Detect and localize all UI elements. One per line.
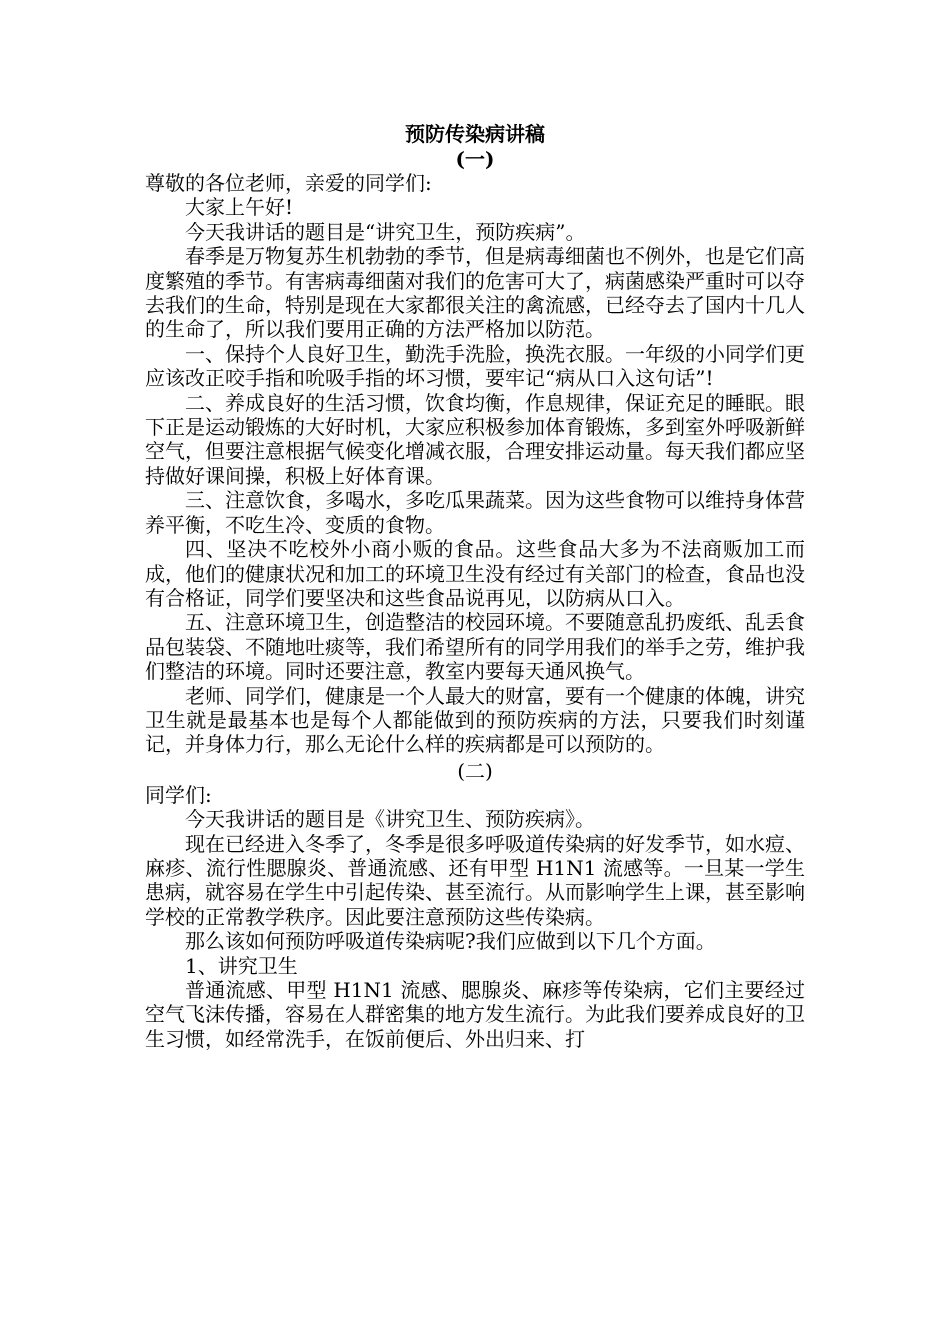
paragraph: 四、坚决不吃校外小商小贩的食品。这些食品大多为不法商贩加工而成，他们的健康状况和加工的环境卫生没有经过有关部门的检查，食品也没有合格证，同学们要坚决和这些食品说再见，以防病从口入。 [145,537,805,610]
section-heading-2: (二) [457,758,493,783]
paragraph: 今天我讲话的题目是“讲究卫生，预防疾病”。 [185,219,586,244]
paragraph: 二、养成良好的生活习惯，饮食均衡，作息规律，保证充足的睡眠。眼下正是运动锻炼的大好时机，大家应积极参加体育锻炼，多到室外呼吸新鲜空气，但要注意根据气候变化增减衣服，合理安排运动量。每天我们都应坚持做好课间操，积极上好体育课。 [145,390,805,488]
paragraph: 大家上午好! [185,195,294,220]
paragraph: 1、讲究卫生 [185,953,298,978]
paragraph: 三、注意饮食，多喝水，多吃瓜果蔬菜。因为这些食物可以维持身体营养平衡，不吃生冷、变质的食物。 [145,488,805,537]
paragraph: 普通流感、甲型 H1N1 流感、腮腺炎、麻疹等传染病，它们主要经过空气飞沫传播，容易在人群密集的地方发生流行。为此我们要养成良好的卫生习惯，如经常洗手，在饭前便后、外出归来、打 [145,978,805,1051]
section-heading-1: (一) [455,147,495,171]
paragraph: 春季是万物复苏生机勃勃的季节，但是病毒细菌也不例外，也是它们高度繁殖的季节。有害病毒细菌对我们的危害可大了，病菌感染严重时可以夺去我们的生命，特别是现在大家都很关注的禽流感，已经夺去了国内十几人的生命了，所以我们要用正确的方法严格加以防范。 [145,244,805,342]
paragraph: 那么该如何预防呼吸道传染病呢?我们应做到以下几个方面。 [185,929,716,954]
paragraph: 五、注意环境卫生，创造整洁的校园环境。不要随意乱扔废纸、乱丢食品包装袋、不随地吐痰等，我们希望所有的同学用我们的举手之劳，维护我们整洁的环境。同时还要注意，教室内要每天通风换气。 [145,610,805,684]
paragraph: 一、保持个人良好卫生，勤洗手洗脸，换洗衣服。一年级的小同学们更应该改正咬手指和吮吸手指的坏习惯，要牢记“病从口入这句话”! [145,341,805,391]
document-title: 预防传染病讲稿 [405,122,545,146]
salutation-1: 尊敬的各位老师，亲爱的同学们: [145,171,432,195]
paragraph: 老师、同学们，健康是一个人最大的财富，要有一个健康的体魄，讲究卫生就是最基本也是每个人都能做到的预防疾病的方法，只要我们时刻谨记，并身体力行，那么无论什么样的疾病都是可以预防的。 [145,683,805,757]
salutation-2: 同学们: [145,782,212,807]
paragraph: 现在已经进入冬季了，冬季是很多呼吸道传染病的好发季节，如水痘、麻疹、流行性腮腺炎、普通流感、还有甲型 H1N1 流感等。一旦某一学生患病，就容易在学生中引起传染、甚至流行。从而影响学生上课，甚至影响学校的正常教学秩序。因此要注意预防这些传染病。 [145,831,805,929]
document-page [145,121,805,1051]
paragraph: 今天我讲话的题目是《讲究卫生、预防疾病》。 [185,807,595,832]
